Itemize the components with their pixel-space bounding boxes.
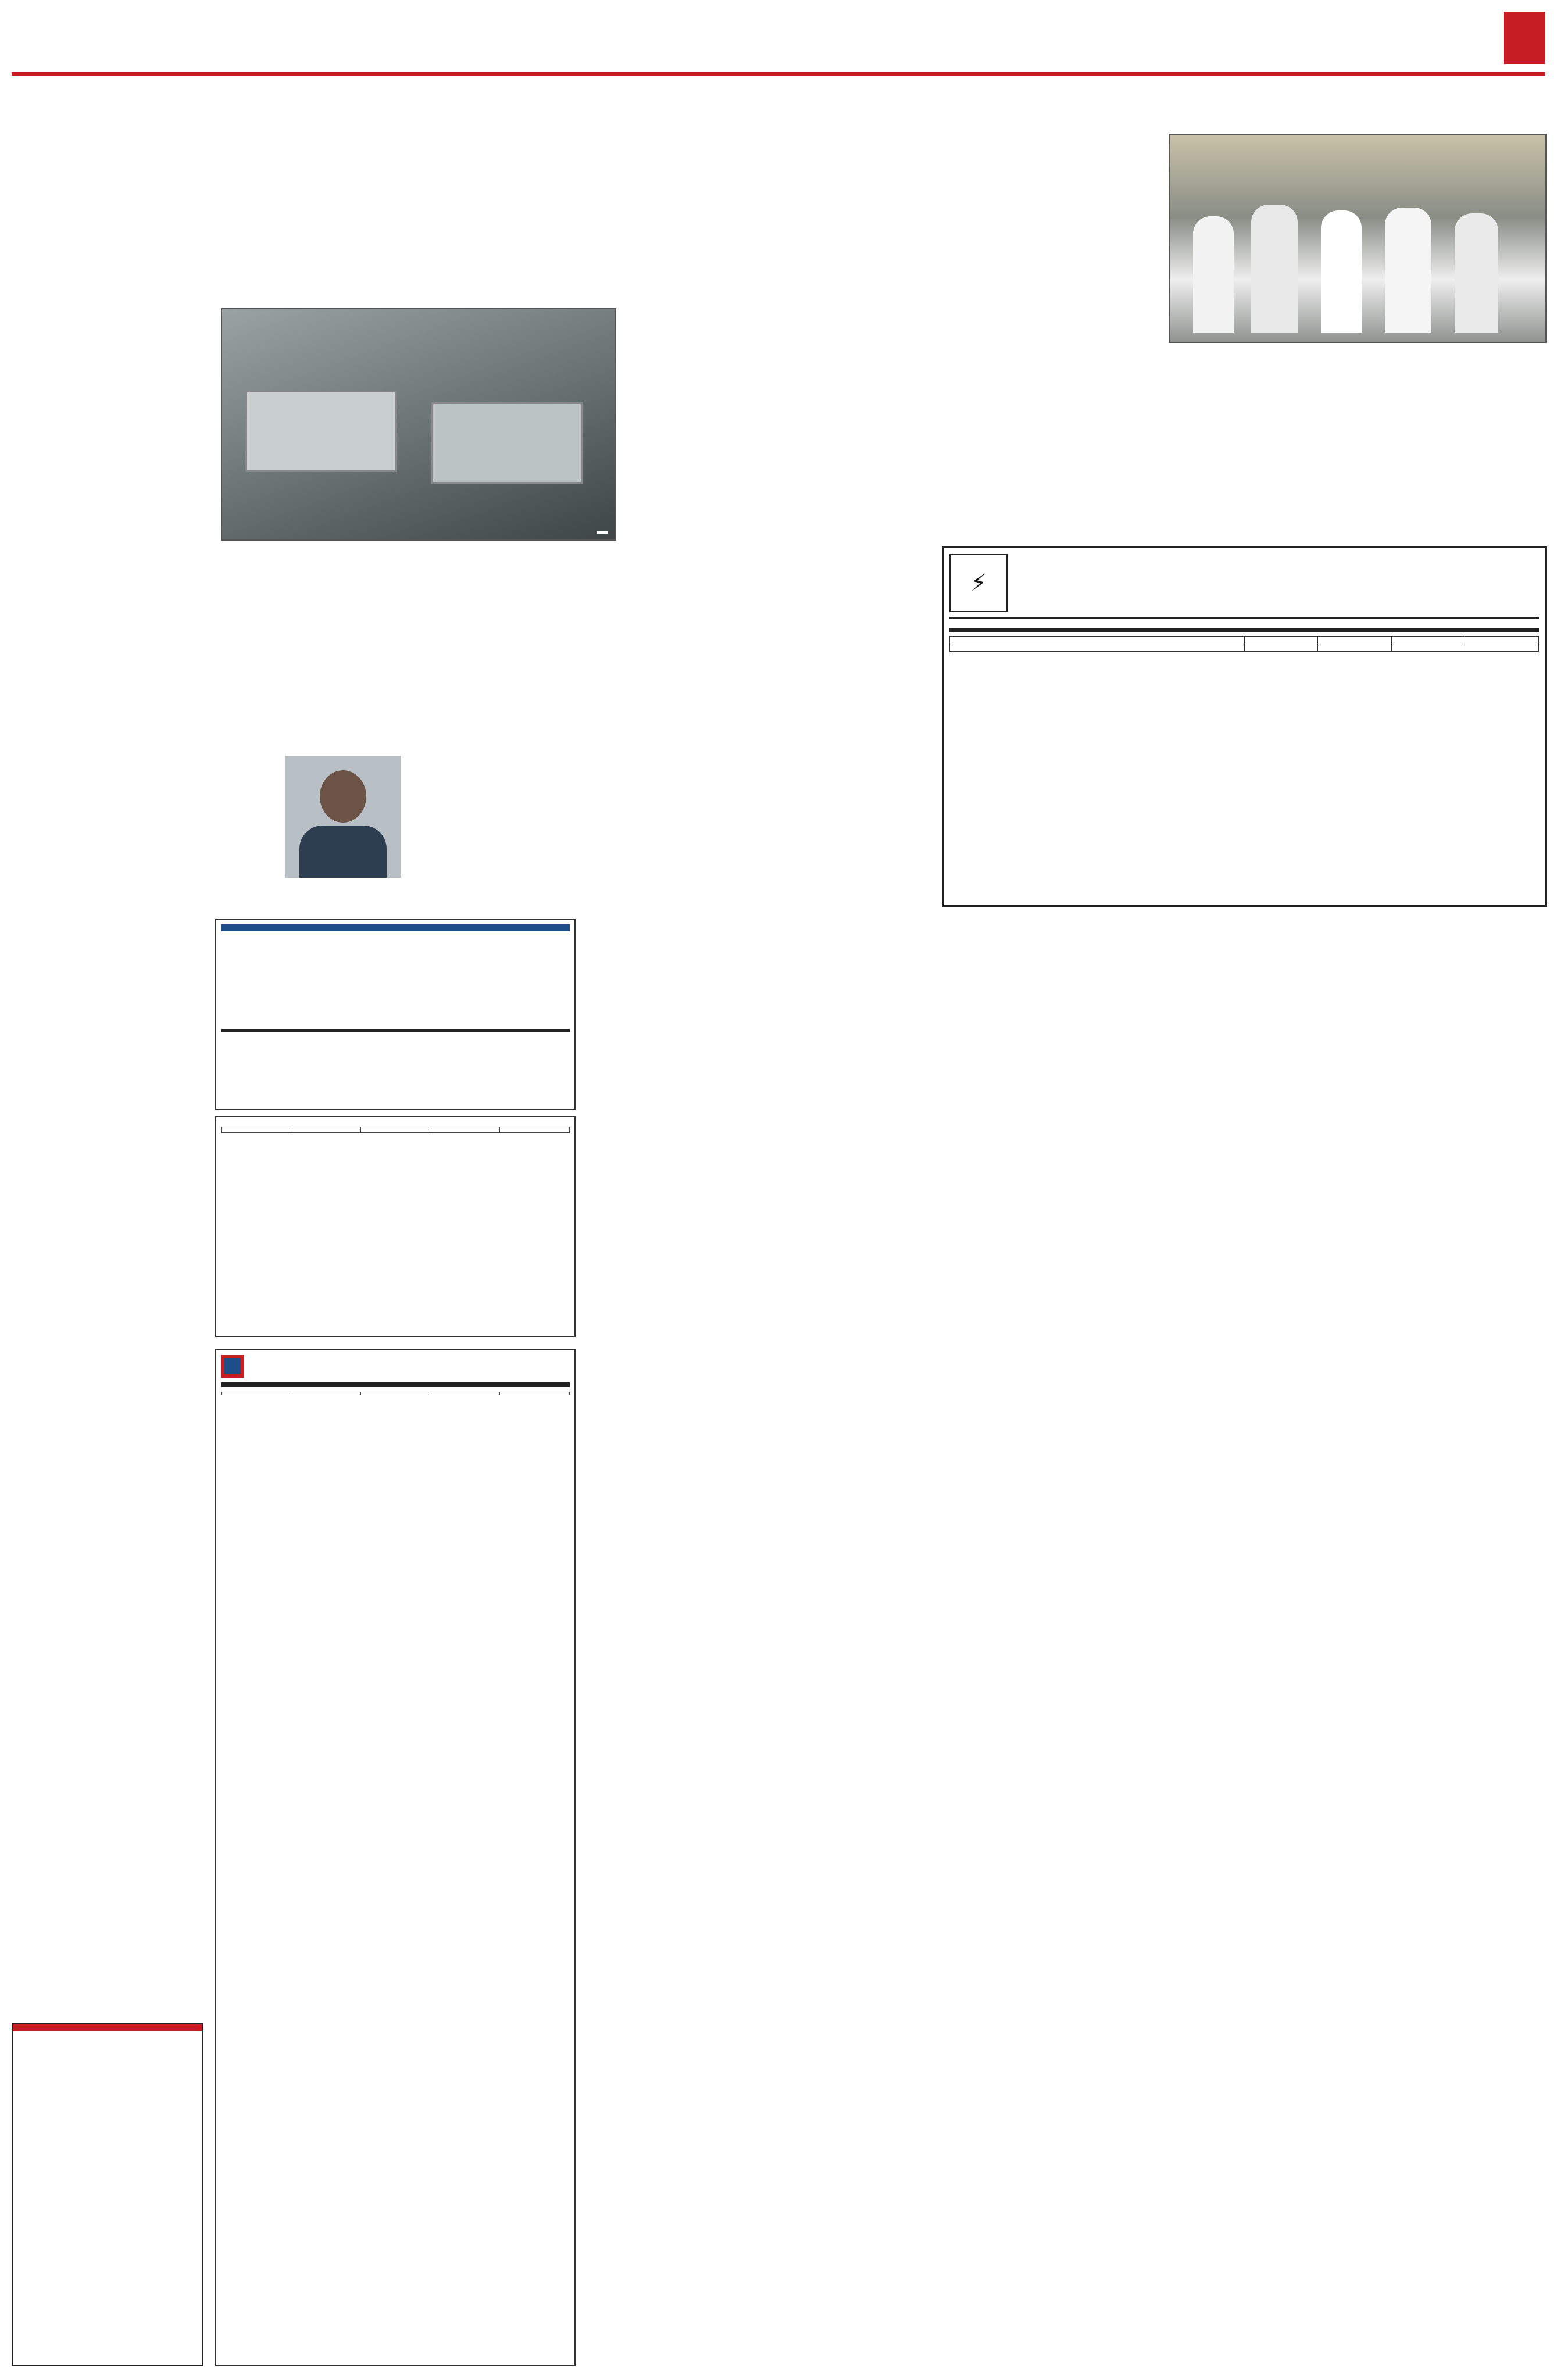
tender-table-header xyxy=(950,637,1539,644)
story2-inset xyxy=(791,709,942,796)
hdfc-auction-notice xyxy=(215,1349,576,2366)
nn-td xyxy=(291,1130,360,1133)
masthead xyxy=(12,6,1545,76)
nagar-nigam-notice xyxy=(215,1116,576,1337)
story4-body2 xyxy=(1363,349,1547,535)
quote-lead xyxy=(221,756,285,878)
nn-table xyxy=(221,1127,570,1133)
lead-body-col1 xyxy=(35,360,209,1006)
tender-table-row xyxy=(950,644,1539,652)
story4-body xyxy=(1169,349,1352,535)
tender-th xyxy=(1244,637,1318,644)
hdfc-th xyxy=(360,1392,430,1395)
person-4 xyxy=(1385,208,1431,333)
photo-label xyxy=(597,531,608,534)
nn-td xyxy=(222,1130,291,1133)
person-1 xyxy=(1193,216,1234,333)
hdfc-th xyxy=(430,1392,500,1395)
hdfc-table-header xyxy=(222,1392,570,1395)
hdfc-logo-icon xyxy=(221,1355,244,1378)
nn-td xyxy=(500,1130,570,1133)
nn-td xyxy=(360,1130,430,1133)
story2-body xyxy=(628,424,779,889)
protest-photo xyxy=(1169,134,1547,343)
tender-td xyxy=(1318,644,1392,652)
story5-body xyxy=(12,988,203,1395)
hdfc-header xyxy=(221,1355,570,1378)
story3-body xyxy=(977,221,1151,535)
page-number xyxy=(1504,12,1545,64)
hdfc-th xyxy=(222,1392,291,1395)
railway-social xyxy=(221,1029,570,1032)
hdfc-th xyxy=(500,1392,570,1395)
story6-body xyxy=(12,1477,203,2011)
lead-body-col2 xyxy=(221,599,407,744)
tender-td xyxy=(1391,644,1465,652)
person-5 xyxy=(1455,213,1498,333)
nn-table-row xyxy=(222,1130,570,1133)
hdfc-logo xyxy=(221,1355,366,1378)
railway-body xyxy=(221,938,570,1025)
tender-th xyxy=(950,637,1245,644)
portrait-head xyxy=(320,770,366,823)
lead-body-col3 xyxy=(419,599,616,744)
hdfc-table xyxy=(221,1392,570,1395)
portrait-photo xyxy=(285,756,401,878)
railway-notice xyxy=(215,919,576,1110)
tender-header xyxy=(949,554,1539,619)
portrait-body xyxy=(299,826,387,878)
tender-td xyxy=(1465,644,1539,652)
tender-notice xyxy=(942,546,1547,907)
story2-body2 xyxy=(791,424,942,703)
bed-shape-2 xyxy=(431,402,583,484)
railway-header xyxy=(221,924,570,931)
bed-shape xyxy=(245,391,397,472)
nn-td xyxy=(430,1130,500,1133)
tender-th xyxy=(1318,637,1392,644)
lead-photo xyxy=(221,308,616,541)
left-notice-title xyxy=(13,2024,202,2031)
hdfc-th xyxy=(291,1392,360,1395)
tender-td xyxy=(950,644,1245,652)
quote-box xyxy=(221,756,616,878)
quote-body xyxy=(413,756,616,837)
notice-grid xyxy=(581,919,1547,2366)
tender-title xyxy=(949,628,1539,632)
person-3 xyxy=(1321,210,1362,333)
person-2 xyxy=(1251,205,1298,333)
hdfc-branch xyxy=(372,1355,570,1378)
tender-td xyxy=(1244,644,1318,652)
left-notice-body xyxy=(20,2037,195,2258)
lightning-logo-icon: ⚡ xyxy=(949,554,1008,612)
tender-table xyxy=(949,636,1539,652)
tender-th xyxy=(1465,637,1539,644)
left-name-notice xyxy=(12,2023,203,2366)
hdfc-title xyxy=(221,1382,570,1387)
tender-th xyxy=(1391,637,1465,644)
